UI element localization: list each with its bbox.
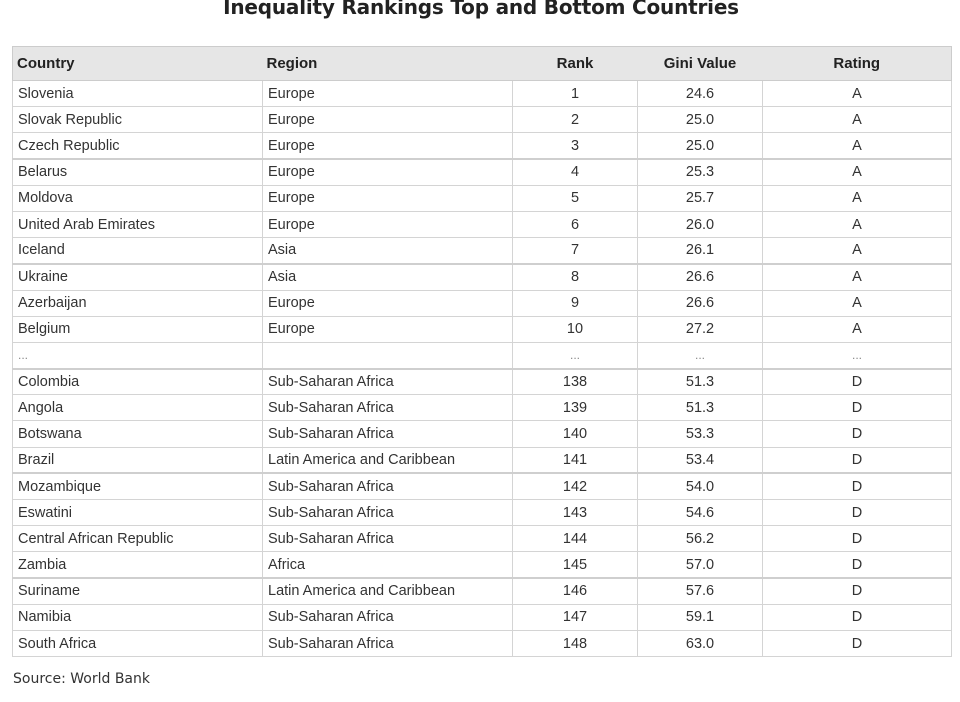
table-row	[13, 395, 952, 421]
cell-rating: D	[763, 369, 952, 395]
cell-region: Europe	[263, 133, 513, 159]
table-row	[13, 264, 952, 290]
cell-region: Europe	[263, 107, 513, 133]
cell-rating: D	[763, 395, 952, 421]
cell-region: Latin America and Caribbean	[263, 578, 513, 604]
column-header-rating: Rating	[763, 47, 952, 81]
column-header-country: Country	[13, 47, 263, 81]
cell-rank: 2	[513, 107, 638, 133]
cell-rank: 9	[513, 290, 638, 316]
cell-country: Belgium	[13, 316, 263, 342]
cell-rating: A	[763, 238, 952, 264]
cell-rank: 3	[513, 133, 638, 159]
cell-gini-value: 27.2	[638, 316, 763, 342]
cell-rating: A	[763, 290, 952, 316]
cell-gini-value: 56.2	[638, 526, 763, 552]
cell-region: Europe	[263, 185, 513, 211]
cell-rank: 6	[513, 211, 638, 237]
cell-country: Iceland	[13, 238, 263, 264]
column-header-region: Region	[263, 47, 513, 81]
cell-region: Sub-Saharan Africa	[263, 369, 513, 395]
cell-rating: A	[763, 133, 952, 159]
cell-region: Asia	[263, 238, 513, 264]
cell-rank: 146	[513, 578, 638, 604]
cell-rating: A	[763, 264, 952, 290]
cell-rating: D	[763, 578, 952, 604]
cell-rank: 138	[513, 369, 638, 395]
cell-rank: 140	[513, 421, 638, 447]
cell-gini-value: 25.3	[638, 159, 763, 185]
cell-rating: D	[763, 500, 952, 526]
cell-gini-value: 57.6	[638, 578, 763, 604]
cell-rank: 142	[513, 473, 638, 499]
cell-rank: ...	[513, 342, 638, 368]
cell-gini-value: ...	[638, 342, 763, 368]
cell-region: Sub-Saharan Africa	[263, 604, 513, 630]
table-row	[13, 342, 952, 368]
cell-gini-value: 54.6	[638, 500, 763, 526]
cell-country: Mozambique	[13, 473, 263, 499]
cell-rank: 141	[513, 447, 638, 473]
table-body	[13, 81, 952, 657]
cell-country: Ukraine	[13, 264, 263, 290]
cell-gini-value: 24.6	[638, 81, 763, 107]
table-row	[13, 185, 952, 211]
cell-rating: D	[763, 421, 952, 447]
table-row	[13, 81, 952, 107]
table-row	[13, 290, 952, 316]
cell-rank: 148	[513, 630, 638, 656]
cell-region: Europe	[263, 316, 513, 342]
table-row	[13, 447, 952, 473]
cell-gini-value: 53.3	[638, 421, 763, 447]
cell-rank: 147	[513, 604, 638, 630]
chart-title: Inequality Rankings Top and Bottom Countries	[223, 0, 739, 19]
column-header-rank: Rank	[513, 47, 638, 81]
cell-gini-value: 63.0	[638, 630, 763, 656]
cell-gini-value: 51.3	[638, 395, 763, 421]
cell-region: Sub-Saharan Africa	[263, 500, 513, 526]
table-row	[13, 107, 952, 133]
table-row	[13, 421, 952, 447]
cell-rank: 1	[513, 81, 638, 107]
cell-rank: 5	[513, 185, 638, 211]
cell-gini-value: 54.0	[638, 473, 763, 499]
cell-rank: 10	[513, 316, 638, 342]
cell-country: Slovak Republic	[13, 107, 263, 133]
cell-rank: 4	[513, 159, 638, 185]
table-row	[13, 604, 952, 630]
cell-country: Namibia	[13, 604, 263, 630]
table-row	[13, 578, 952, 604]
table-row	[13, 369, 952, 395]
cell-rating: A	[763, 159, 952, 185]
cell-country: United Arab Emirates	[13, 211, 263, 237]
cell-country: Central African Republic	[13, 526, 263, 552]
cell-gini-value: 51.3	[638, 369, 763, 395]
table-row	[13, 526, 952, 552]
cell-country: Angola	[13, 395, 263, 421]
cell-country: Belarus	[13, 159, 263, 185]
cell-rank: 139	[513, 395, 638, 421]
cell-country: Suriname	[13, 578, 263, 604]
table-row	[13, 316, 952, 342]
cell-rating: A	[763, 211, 952, 237]
inequality-table	[12, 46, 952, 657]
cell-region: Asia	[263, 264, 513, 290]
table-row	[13, 159, 952, 185]
cell-country: Zambia	[13, 552, 263, 578]
cell-country: Brazil	[13, 447, 263, 473]
column-header-gini-value: Gini Value	[638, 47, 763, 81]
cell-country: Moldova	[13, 185, 263, 211]
cell-country: Slovenia	[13, 81, 263, 107]
cell-country: Colombia	[13, 369, 263, 395]
cell-gini-value: 57.0	[638, 552, 763, 578]
cell-gini-value: 26.0	[638, 211, 763, 237]
cell-rank: 8	[513, 264, 638, 290]
cell-gini-value: 26.6	[638, 290, 763, 316]
cell-rating: ...	[763, 342, 952, 368]
cell-gini-value: 26.1	[638, 238, 763, 264]
cell-gini-value: 25.0	[638, 133, 763, 159]
cell-region: Sub-Saharan Africa	[263, 421, 513, 447]
cell-region: Sub-Saharan Africa	[263, 526, 513, 552]
cell-country: Czech Republic	[13, 133, 263, 159]
cell-region: Europe	[263, 159, 513, 185]
table-row	[13, 500, 952, 526]
cell-country: ...	[13, 342, 263, 368]
cell-region: Europe	[263, 290, 513, 316]
cell-country: Azerbaijan	[13, 290, 263, 316]
cell-country: Botswana	[13, 421, 263, 447]
cell-region: Africa	[263, 552, 513, 578]
cell-region: Europe	[263, 81, 513, 107]
cell-region: Sub-Saharan Africa	[263, 395, 513, 421]
cell-country: South Africa	[13, 630, 263, 656]
table-row	[13, 473, 952, 499]
cell-rating: A	[763, 185, 952, 211]
cell-region: Europe	[263, 211, 513, 237]
cell-rating: A	[763, 81, 952, 107]
cell-rank: 145	[513, 552, 638, 578]
cell-rating: D	[763, 473, 952, 499]
cell-gini-value: 59.1	[638, 604, 763, 630]
table-row	[13, 211, 952, 237]
cell-gini-value: 25.0	[638, 107, 763, 133]
cell-rating: D	[763, 630, 952, 656]
cell-rank: 7	[513, 238, 638, 264]
source-note: Source: World Bank	[13, 671, 150, 687]
cell-region	[263, 342, 513, 368]
cell-gini-value: 53.4	[638, 447, 763, 473]
cell-rank: 144	[513, 526, 638, 552]
cell-rating: A	[763, 107, 952, 133]
cell-region: Sub-Saharan Africa	[263, 473, 513, 499]
table-header-row	[13, 47, 952, 81]
table-row	[13, 630, 952, 656]
cell-rating: D	[763, 447, 952, 473]
cell-rating: D	[763, 604, 952, 630]
cell-gini-value: 25.7	[638, 185, 763, 211]
cell-rating: A	[763, 316, 952, 342]
table-row	[13, 133, 952, 159]
table-row	[13, 552, 952, 578]
cell-region: Latin America and Caribbean	[263, 447, 513, 473]
cell-country: Eswatini	[13, 500, 263, 526]
cell-region: Sub-Saharan Africa	[263, 630, 513, 656]
cell-gini-value: 26.6	[638, 264, 763, 290]
cell-rank: 143	[513, 500, 638, 526]
cell-rating: D	[763, 552, 952, 578]
table-row	[13, 238, 952, 264]
cell-rating: D	[763, 526, 952, 552]
